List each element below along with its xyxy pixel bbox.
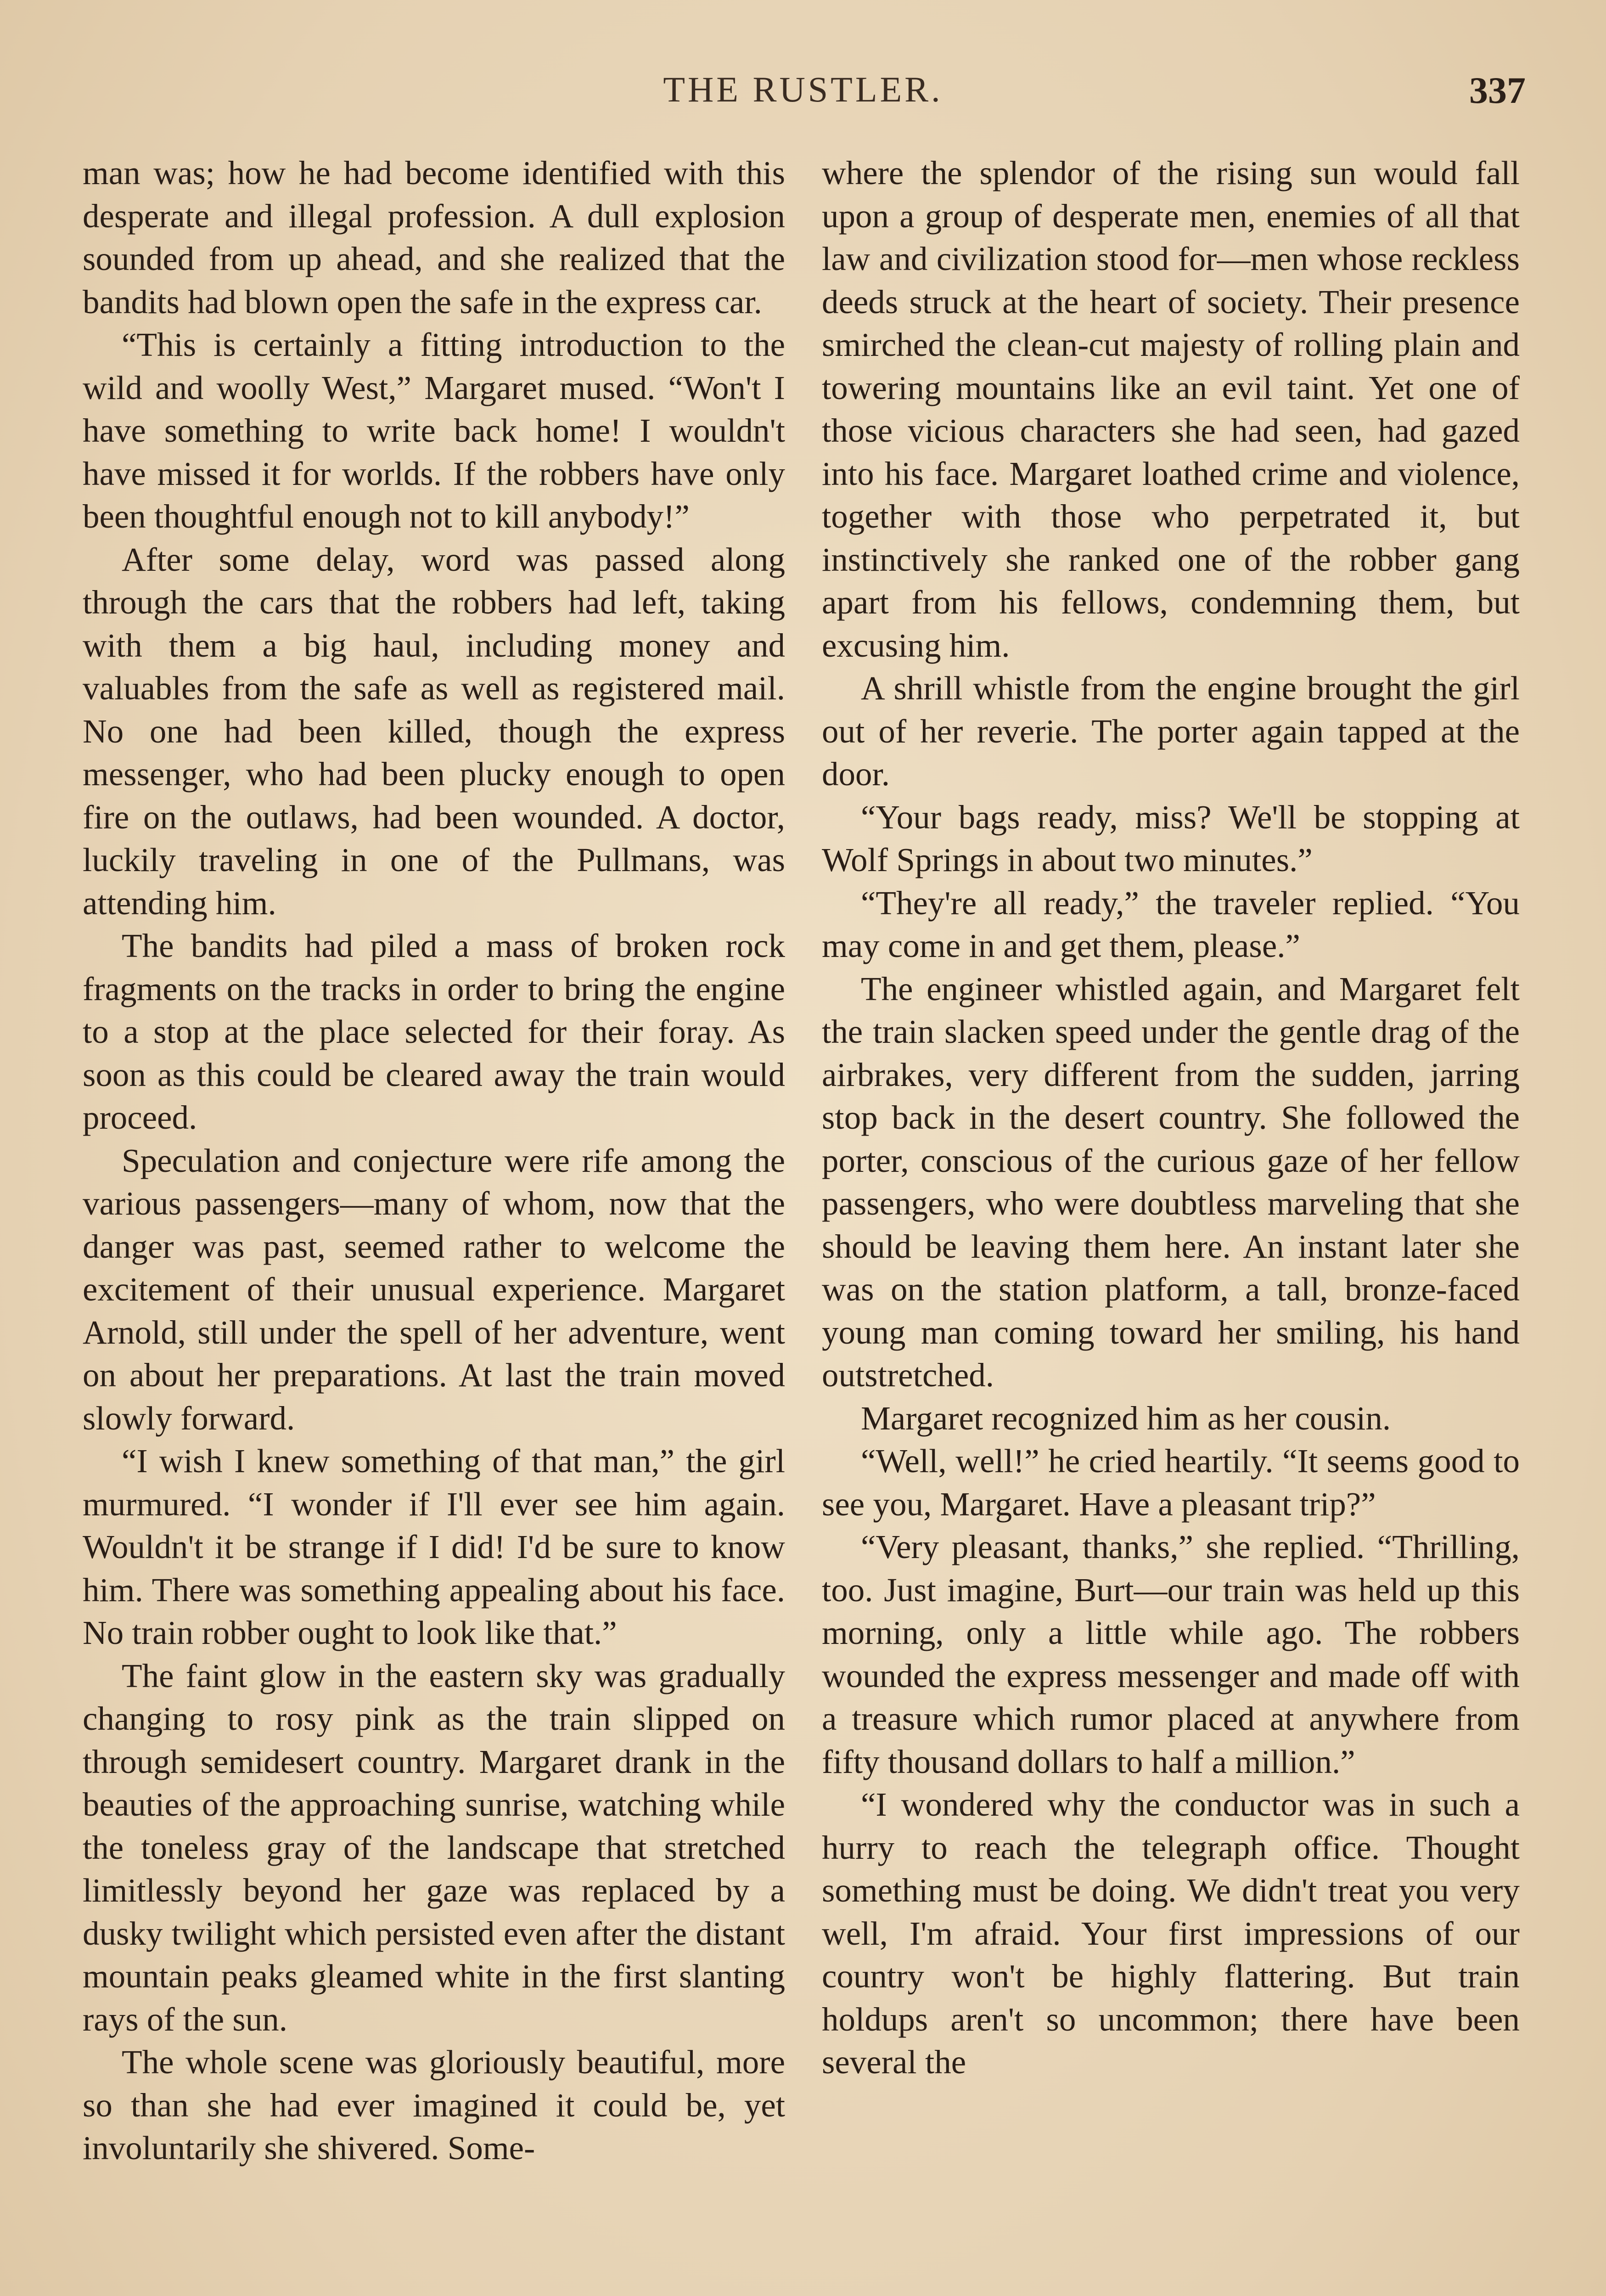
paragraph: “I wondered why the conductor was in such a hurry to reach the telegraph office. Thought something must be doing. We didn't treat you very well, I'm afraid. Your first impressions of our country won't be highly flattering. But train holdups aren't so uncommon; there have been several the [822,1786,1520,2081]
paragraph: After some delay, word was passed along through the cars that the robbers had left, taking with them a big haul, including money and valuables from the safe as well as registered mail. No one had been killed, though the express messenger, who had been plucky enough to open fire on the outlaws, had been wounded. A doctor, luckily traveling in one of the Pullmans, was attending him. [83,540,785,922]
paragraph: man was; how he had become identified with this desperate and illegal profession. A dull explosion sounded from up ahead, and she realized that the bandits had blown open the safe in the express car. [83,154,785,321]
paragraph: where the splendor of the rising sun would fall upon a group of desperate men, enemies of all that law and civilization stood for—men whose reckless deeds struck at the heart of society. Their presence smirched the clean-cut majesty of rolling plain and towering mountains like an evil taint. Yet one of those vicious characters she had seen, had gazed into his face. Margaret loathed crime and violence, together with those who perpetrated it, but instinctively she ranked one of the robber gang apart from his fellows, condemning them, but excusing him. [822,154,1520,664]
paragraph: The bandits had piled a mass of broken rock fragments on the tracks in order to bring the engine to a stop at the place selected for their foray. As soon as this could be cleared away the train would proceed. [83,927,785,1136]
paragraph: Speculation and conjecture were rife among the various passengers—many of whom, now that the danger was past, seemed rather to welcome the excitement of their unusual experience. Margaret Arnold, still under the spell of her adventure, went on about her preparations. At last the train moved slowly forward. [83,1142,785,1437]
paragraph: A shrill whistle from the engine brought the girl out of her reverie. The porter again tapped at the door. [822,670,1520,793]
running-title: THE RUSTLER. [663,69,943,109]
left-column [83,152,785,2170]
paragraph: “Well, well!” he cried heartily. “It seems good to see you, Margaret. Have a pleasant trip?” [822,1442,1520,1523]
right-column [822,152,1520,2084]
paragraph: “Very pleasant, thanks,” she replied. “Thrilling, too. Just imagine, Burt—our train was held up this morning, only a little while ago. The robbers wounded the express messenger and made off with a treasure which rumor placed at anywhere from fifty thousand dollars to half a million.” [822,1528,1520,1780]
paragraph: The faint glow in the eastern sky was gradually changing to rosy pink as the train slipped on through semidesert country. Margaret drank in the beauties of the approaching sunrise, watching while the toneless gray of the landscape that stretched limitlessly beyond her gaze was replaced by a dusky twilight which persisted even after the distant mountain peaks gleamed white in the first slanting rays of the sun. [83,1657,785,2038]
paragraph: The whole scene was gloriously beautiful, more so than she had ever imagined it could be, yet involuntarily she shivered. Some- [83,2043,785,2167]
paragraph: “Your bags ready, miss? We'll be stopping at Wolf Springs in about two minutes.” [822,798,1520,878]
page-number: 337 [1469,69,1526,111]
paragraph: “This is certainly a fitting introduction to the wild and woolly West,” Margaret mused. “Won't I have something to write back home! I wouldn't have missed it for worlds. If the robbers have only been thoughtful enough not to kill anybody!” [83,326,785,535]
paragraph: “They're all ready,” the traveler replied. “You may come in and get them, please.” [822,884,1520,964]
paragraph: The engineer whistled again, and Margaret felt the train slacken speed under the gentle drag of the airbrakes, very different from the sudden, jarring stop back in the desert country. She followed the porter, conscious of the curious gaze of her fellow passengers, who were doubtless marveling that she should be leaving them here. An instant later she was on the station platform, a tall, bronze-faced young man coming toward her smiling, his hand outstretched. [822,970,1520,1394]
paragraph: “I wish I knew something of that man,” the girl murmured. “I wonder if I'll ever see him again. Wouldn't it be strange if I did! I'd be sure to know him. There was something appealing about his face. No train robber ought to look like that.” [83,1442,785,1651]
paragraph: Margaret recognized him as her cousin. [861,1399,1391,1437]
